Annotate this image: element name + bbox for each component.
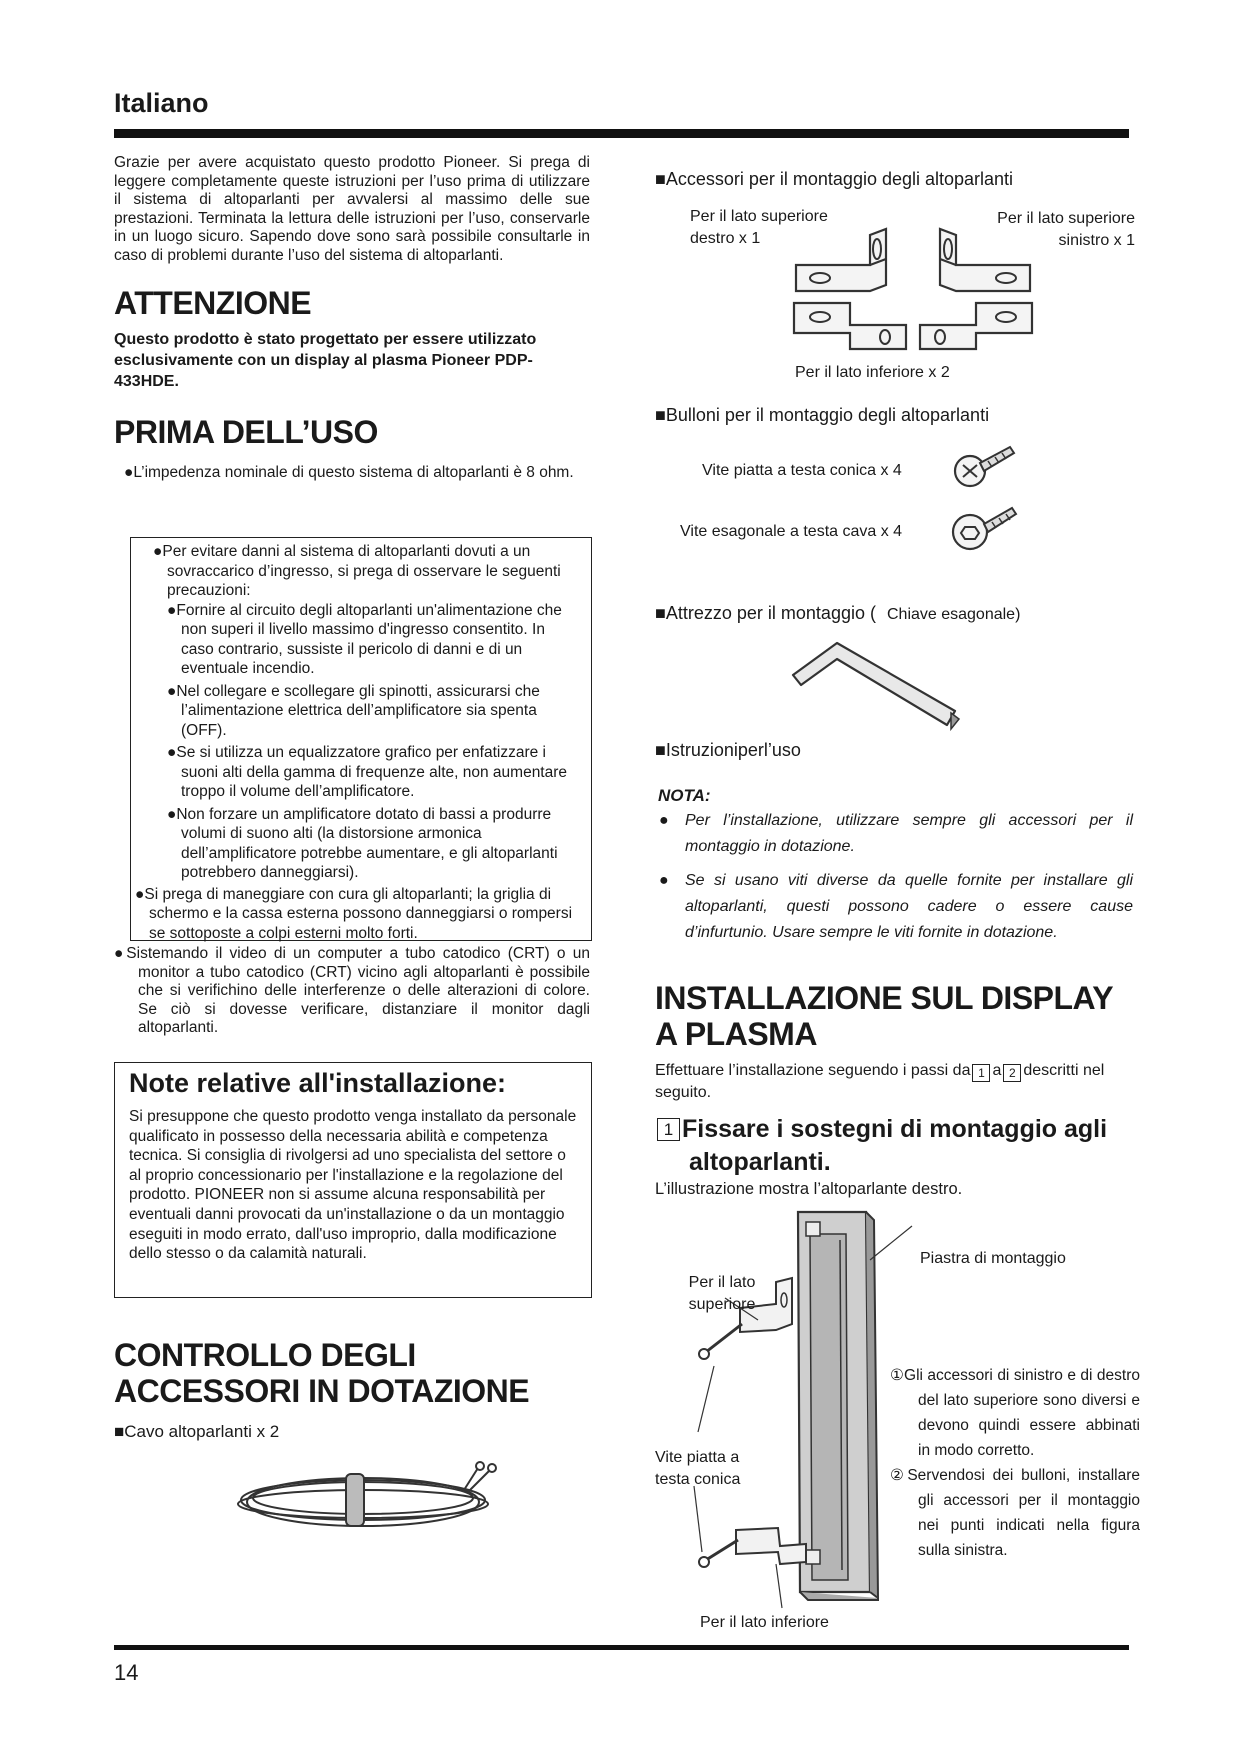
acc-bottom-label: Per il lato inferiore x 2 (795, 364, 950, 381)
page-number: 14 (114, 1660, 139, 1685)
crt-note: ●Sistemando il video di un computer a tubo catodico (CRT) o un monitor a tubo catodico (CRT) vicino agli altoparlanti è possibile che si verifichino delle interferenze o delle alterazioni di colore. Se ciò si dovesse verificare, distanziare il monitor dagli altoparlanti. (114, 945, 590, 1036)
label-lato-inferiore: Per il lato inferiore (700, 1614, 829, 1631)
nota-list (655, 808, 1133, 946)
precaution-main: ●Per evitare danni al sistema di altoparlanti dovuti a un sovraccarico d’ingresso, si prega di osservare le seguenti precauzioni: (153, 543, 561, 599)
vite-esagonale-label: Vite esagonale a testa cava x 4 (680, 523, 903, 540)
left-column (114, 154, 590, 483)
step-2-ref: 2 (1003, 1064, 1021, 1082)
accessori-title: ■Accessori per il montaggio degli altoparlanti (655, 169, 1014, 189)
nota-item-text: Per l’installazione, utilizzare sempre gli accessori per il montaggio in dotazione. (685, 812, 1133, 855)
step1-note-1: ①Gli accessori di sinistro e di destro del lato superiore sono diversi e devono quindi essere abbinati in modo corretto. (890, 1367, 1140, 1459)
hex-key-icon (785, 635, 985, 735)
step-1-number: 1 (657, 1118, 680, 1141)
step1-notes (890, 1363, 1140, 1563)
attrezzo-tool: Chiave esagonale) (886, 606, 1021, 623)
istruzioni-item: ■Istruzioniperl’uso (655, 740, 801, 760)
nota-title: NOTA: (658, 786, 711, 805)
language-heading: Italiano (114, 88, 209, 118)
speaker-cable-illustration (228, 1462, 498, 1542)
acc-top-left-label: Per il lato superiore sinistro x 1 (997, 210, 1135, 249)
installation-note-text: Si presuppone che questo prodotto venga installato da personale qualificato in possesso della necessaria abilità e competenza tecnica. Si consiglia di rivolgersi ad uno specialista del settore o al proprio concessionario per l'installazione e la regolazione del prodotto. PIONEER non si assume alcuna responsabilità per eventuali danni provocati da un'installazione o da un montaggio eseguiti in modo errato, dall'uso improprio, dalla modificazione dello stesso o da calamità naturali. (129, 1108, 577, 1263)
step1-caption: L’illustrazione mostra l’altoparlante destro. (655, 1180, 963, 1198)
acc-top-right-label: Per il lato superiore destro x 1 (690, 208, 828, 247)
install-text-b: a (992, 1062, 1002, 1079)
cavo-item: ■Cavo altoparlanti x 2 (114, 1422, 280, 1441)
attention-title: ATTENZIONE (114, 285, 312, 321)
precaution-item: ●Fornire al circuito degli altoparlanti un'alimentazione che non superi il livello massimo d'ingresso consentito. In caso contrario, sussiste il pericolo di danni e di un eventuale incendio. (167, 601, 562, 677)
precaution-item: ●Se si utilizza un equalizzatore grafico per enfatizzare i suoni alti della gamma di frequenze alte, non aumentare troppo il volume dell’amplificatore. (167, 744, 568, 800)
footer-rule (114, 1645, 1129, 1650)
precaution-handling: ●Si prega di maneggiare con cura gli altoparlanti; la griglia di schermo e la cassa esterna possono danneggiarsi o rompersi se sottoposte a colpi esterni molto forti. (135, 885, 573, 942)
impedance-note: ●L’impedenza nominale di questo sistema di altoparlanti è 8 ohm. (124, 464, 574, 481)
attrezzo-title (655, 602, 1020, 626)
install-text (655, 1060, 1135, 1103)
label-lato-superiore: Per il lato superiore (688, 1274, 756, 1313)
intro-text: Grazie per avere acquistato questo prodotto Pioneer. Si prega di leggere completamente queste istruzioni per l’uso prima di utilizzare il sistema di altoparlanti per avvalersi al massimo delle sue prestazioni. Terminata la lettura delle istruzioni per l’uso, conservarle in un luogo sicuro. Sapendo dove sono sarà possibile consultarle in caso di problemi durante l’uso del sistema di altoparlanti. (114, 154, 590, 264)
bulloni-title: ■Bulloni per il montaggio degli altoparlanti (655, 405, 990, 425)
nota-item-text: Se si usano viti diverse da quelle fornite per installare gli altoparlanti, questi possono cadere o essere cause d’infurtunio. Usare sempre le viti fornite in dotazione. (685, 872, 1133, 941)
precaution-item: ●Non forzare un amplificatore dotato di bassi a produrre volumi di suono alti (la distorsione armonica dell’amplificatore potrebbe aumentare, e gli altoparlanti potrebbero danneggiarsi). (167, 805, 558, 881)
step-1-ref: 1 (972, 1064, 990, 1082)
precaution-item: ●Nel collegare e scollegare gli spinotti, assicurarsi che l’alimentazione elettrica dell’amplificatore sia spenta (OFF). (167, 682, 540, 739)
install-text-a: Effettuare l’installazione seguendo i passi da (655, 1062, 971, 1079)
controllo-section (114, 1337, 604, 1442)
header-rule (114, 129, 1129, 138)
precautions-box (130, 537, 592, 941)
step1-note-2: ②Servendosi dei bulloni, installare gli accessori per il montaggio nei punti indicati nella figura sulla sinistra. (890, 1467, 1140, 1559)
mounting-brackets-illustration (790, 225, 1040, 355)
install-text-c: descritti nel seguito. (655, 1062, 1105, 1101)
install-title: INSTALLAZIONE SUL DISPLAY A PLASMA (655, 980, 1113, 1052)
crt-note-wrap (114, 945, 590, 1038)
nota-item: ● Per l’installazione, utilizzare sempre gli accessori per il montaggio in dotazione. (659, 812, 1133, 855)
vite-piatta-label: Vite piatta a testa conica x 4 (702, 462, 902, 479)
flat-screw-icon (950, 443, 1020, 493)
step1-title: Fissare i sostegni di montaggio agli altoparlanti. (682, 1115, 1108, 1176)
attrezzo-title-text: ■Attrezzo per il montaggio ( (655, 603, 876, 623)
attention-text: Questo prodotto è stato progettato per essere utilizzato esclusivamente con un display al plasma Pioneer PDP-433HDE. (114, 331, 537, 390)
installation-note-box (114, 1062, 592, 1298)
nota-item: ● Se si usano viti diverse da quelle fornite per installare gli altoparlanti, questi possono cadere o essere cause d’infurtunio. Usare sempre le viti fornite in dotazione. (659, 872, 1133, 941)
step1-heading (655, 1113, 1135, 1179)
label-piastra: Piastra di montaggio (920, 1250, 1066, 1267)
prima-title: PRIMA DELL’USO (114, 414, 378, 450)
hex-screw-icon (950, 502, 1020, 557)
controllo-title: CONTROLLO DEGLI ACCESSORI IN DOTAZIONE (114, 1337, 530, 1409)
label-vite-piatta: Vite piatta a testa conica (655, 1449, 741, 1488)
installation-note-title: Note relative all'installazione: (129, 1068, 507, 1098)
